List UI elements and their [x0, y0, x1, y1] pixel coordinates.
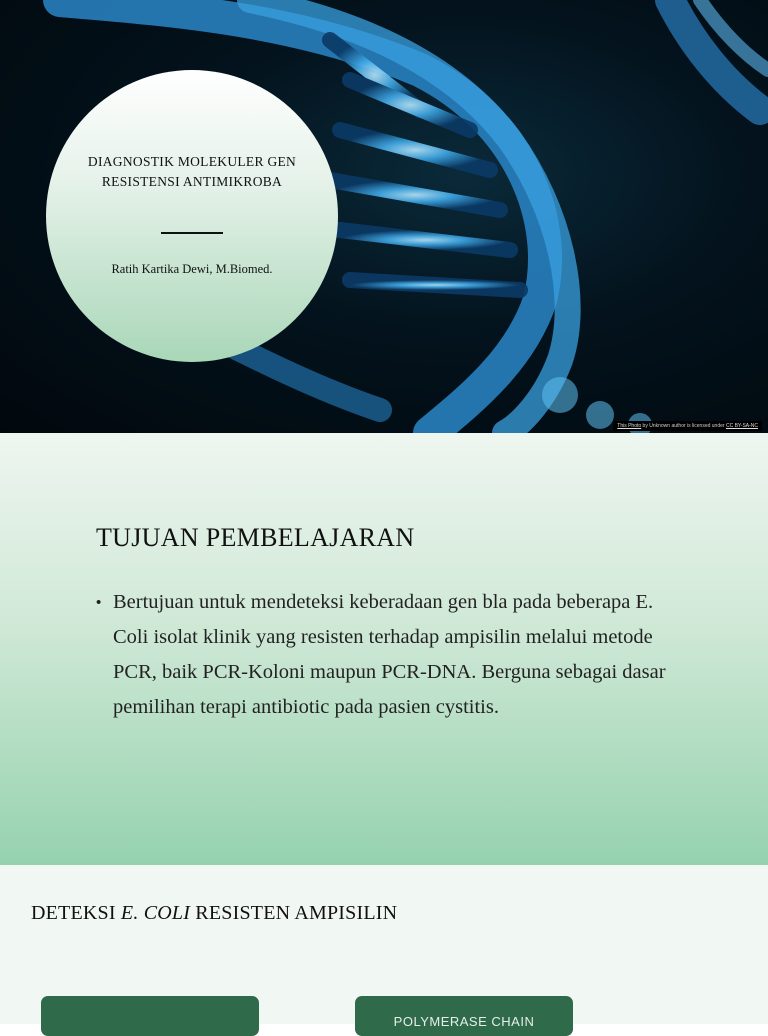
- objectives-slide: [0, 433, 768, 865]
- photo-credit: [613, 421, 762, 431]
- title-organism: E. COLI: [120, 902, 191, 924]
- license-link[interactable]: CC BY-SA-NC: [725, 423, 758, 429]
- presentation-title: DIAGNOSTIK MOLEKULER GEN RESISTENSI ANTIMIKROBA: [87, 154, 297, 189]
- title-circle: [46, 70, 338, 362]
- process-box-label: [41, 996, 259, 1014]
- process-box-2: [355, 996, 573, 1036]
- process-box-label: POLYMERASE CHAIN: [393, 1014, 535, 1029]
- title-slide: [0, 0, 768, 433]
- slide-title: [31, 902, 397, 925]
- title-prefix: DETEKSI: [31, 902, 121, 924]
- title-divider: [161, 232, 223, 234]
- credit-text: by Unknown author is licensed under: [641, 423, 726, 429]
- slide-title: TUJUAN PEMBELAJARAN: [96, 523, 415, 552]
- objective-bullet: [96, 585, 686, 725]
- bullet-marker: •: [96, 594, 102, 611]
- photo-link[interactable]: This Photo: [617, 423, 642, 429]
- objective-text: Bertujuan untuk mendeteksi keberadaan gen bla pada beberapa E. Coli isolat klinik yang resisten terhadap ampisilin melalui metode PCR, baik PCR-Koloni maupun PCR-DNA. Berguna sebagai dasar pemilihan terapi antibiotic pada pasien cystitis.: [113, 591, 666, 718]
- detection-slide: [0, 865, 768, 1029]
- title-suffix: RESISTEN AMPISILIN: [190, 902, 398, 924]
- process-box-1: [41, 996, 259, 1036]
- author-name: Ratih Kartika Dewi, M.Biomed.: [111, 262, 273, 276]
